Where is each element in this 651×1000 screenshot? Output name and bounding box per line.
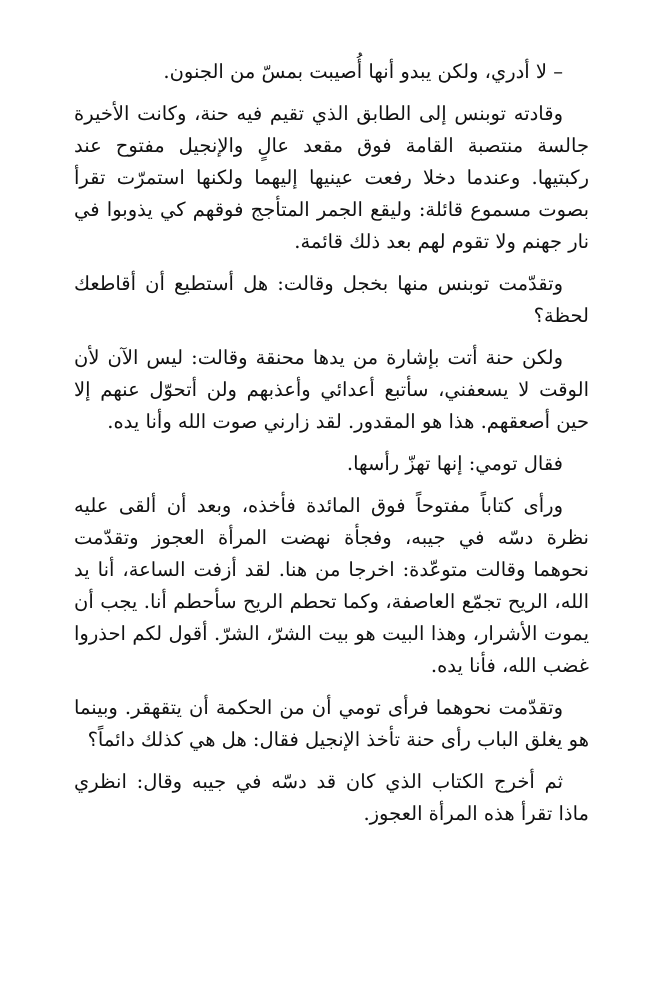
paragraph-4: ولكن حنة أتت بإشارة من يدها محنقة وقالت: ليس الآن لأن الوقت لا يسعفني، سأتبع أعدائي وأعذبهم ولن أتحوّل عنهم إلا حين أصعقهم. هذا هو المقدور. لقد زارني صوت الله وأنا يده. (74, 346, 589, 433)
paragraph-7: وتقدّمت نحوهما فرأى تومي أن من الحكمة أن يتقهقر. وبينما هو يغلق الباب رأى حنة تأخذ الإنجيل فقال: هل هي كذلك دائماً؟ (74, 696, 589, 751)
paragraph-2: وقادته توبنس إلى الطابق الذي تقيم فيه حنة، وكانت الأخيرة جالسة منتصبة القامة فوق مقعد عالٍ والإنجيل مفتوح عند ركبتيها. وعندما دخلا رفعت عينيها إليهما ولكنها استمرّت تقرأ بصوت مسموع قائلة: وليقع الجمر المتأجج فوقهم كي يذوبوا في نار جهنم ولا تقوم لهم بعد ذلك قائمة. (74, 102, 589, 253)
paragraph-6: ورأى كتاباً مفتوحاً فوق المائدة فأخذه، وبعد أن ألقى عليه نظرة دسّه في جيبه، وفجأة نهضت المرأة العجوز وتقدّمت نحوهما وقالت متوعّدة: اخرجا من هنا. لقد أزفت الساعة، أنا يد الله، الريح تجمّع العاصفة، وكما تحطم الريح سأحطم أنا. يجب أن يموت الأشرار، وهذا البيت هو بيت الشرّ، الشرّ. أقول لكم احذروا غضب الله، فأنا يده. (74, 494, 589, 677)
paragraph-3: وتقدّمت توبنس منها بخجل وقالت: هل أستطيع أن أقاطعك لحظة؟ (74, 272, 589, 327)
paragraph-5: فقال تومي: إنها تهزّ رأسها. (346, 452, 563, 475)
paragraph-8: ثم أخرج الكتاب الذي كان قد دسّه في جيبه وقال: انظري ماذا تقرأ هذه المرأة العجوز. (74, 770, 589, 825)
paragraph-1: – لا أدري، ولكن يبدو أنها أُصيبت بمسّ من الجنون. (163, 60, 563, 83)
